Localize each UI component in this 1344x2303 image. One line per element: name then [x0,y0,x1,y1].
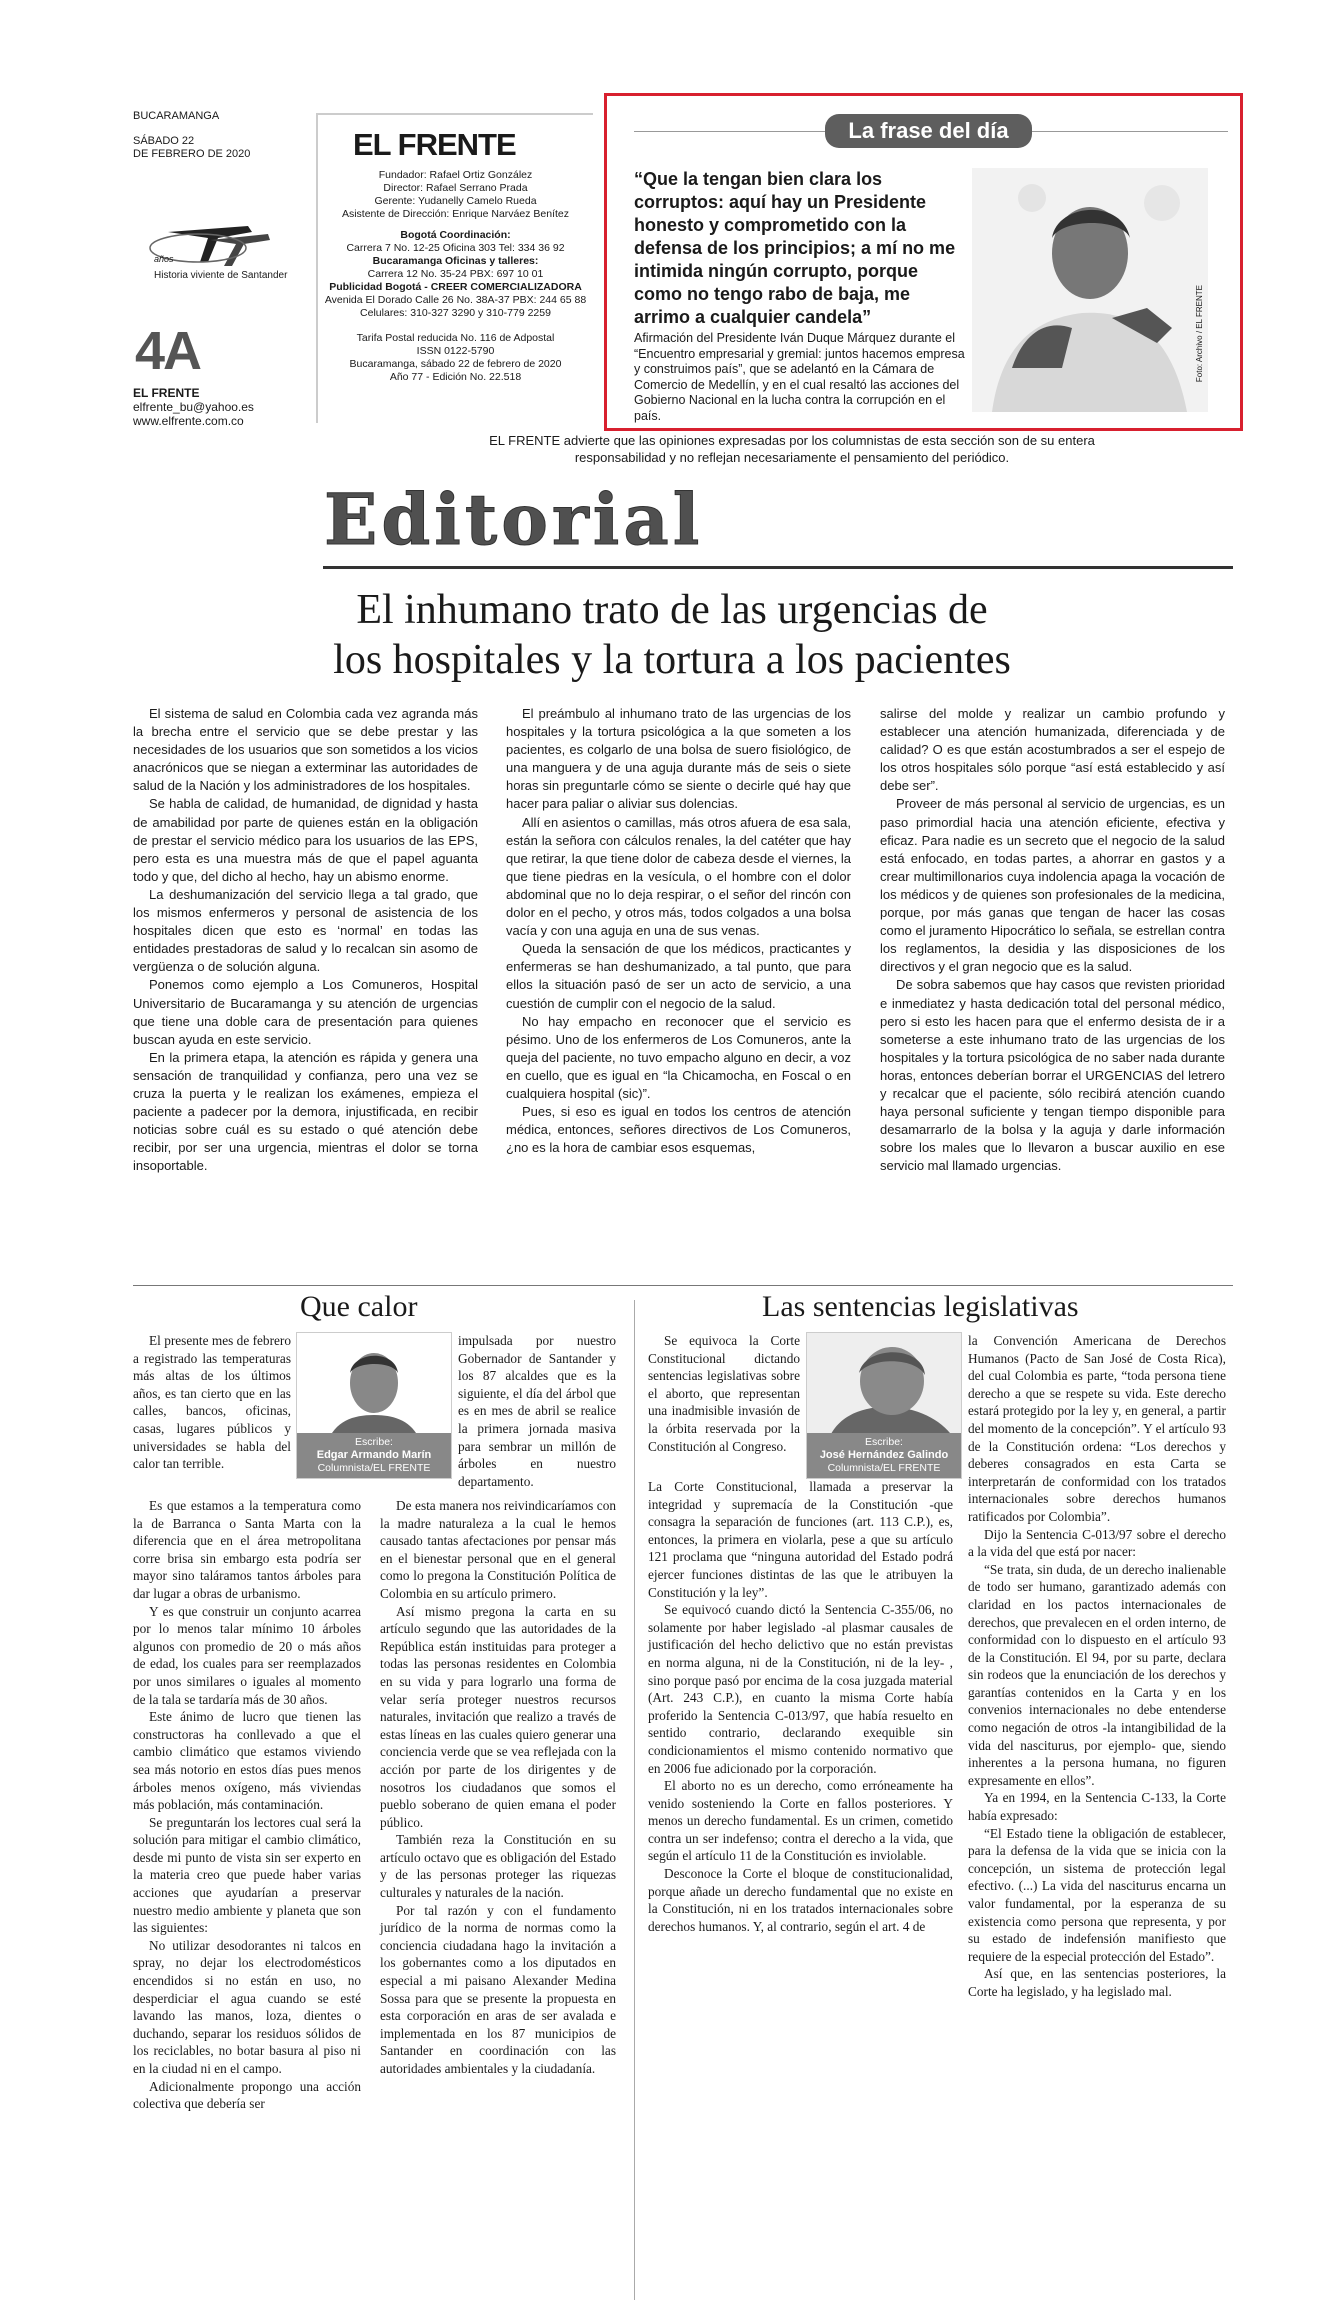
que-calor-top-b [458,1332,616,1490]
frase-caption: Afirmación del Presidente Iván Duque Márquez durante el “Encuentro empresarial y gremial: juntos hacemos empresa y construimos país”, que se adelantó en la Cámara de Comercio de Medellín, y en el cual resaltó las acciones del Gobierno Nacional en la lucha contra la corrupción en el país. [634,331,965,423]
masthead [316,113,593,423]
editorial-headline: El inhumano trato de las urgencias de los hospitales y la tortura a los pacientes [333,587,1011,683]
email[interactable]: elfrente_bu@yahoo.es [133,400,254,414]
paragraph: La Corte Constitucional, llamada a preservar la integridad y supremacía de la Constitución -que consagra la separación de funciones (art. 113 C.P.), es, entonces, la primera en violarla, pese a que su artículo 121 proclama que “ninguna autoridad del Estado podrá ejercer funciones distintas de las que le atribuyen la Constitución y la ley”. [648,1479,953,1600]
credit-line: Gerente: Yudanelly Camelo Rueda [374,195,537,207]
paragraph: El presente mes de febrero a registrado las temperaturas más altas de los últimos años, es tan cierto que en las calles, bancos, oficinas, casas, lugares públicos y universidades se habla del calor tan terrible. [133,1333,291,1472]
avatar [297,1333,451,1443]
paragraph: Por tal razón y con el fundamento jurídico de la norma de normas como la conciencia ciudadana hago la invitación a los gobernantes como a los diputados en especial a mi paisano Alexander Medina Sossa para que se presente la propuesta en esta corporación en aras de ser avalada e implementada en los 87 municipios de Santander en coordinación con las autoridades ambientales y la ciudadanía. [380,1902,616,2076]
date: SÁBADO 22 DE FEBRERO DE 2020 [133,135,251,160]
section-rule [323,566,1233,569]
anniversary-anos: años [154,254,174,264]
paragraph: Y es que construir un conjunto acarrea por lo menos talar mínimo 10 árboles algunos con promedio de 20 o más años de edad, los cuales para ser reemplazados por unos similares o iguales al momento de la tala se tardaría más de 30 años. [133,1603,361,1707]
avatar [807,1333,961,1443]
column-title-sentencias: Las sentencias legislativas [762,1290,1079,1323]
que-calor-column-a [133,1497,361,2113]
quote-of-the-day-box [604,93,1243,431]
writer-name: Edgar Armando Marín [316,1449,432,1461]
paragraph: Ya en 1994, en la Sentencia C-133, la Corte había expresado: [968,1790,1226,1824]
frase-header: La frase del día [825,114,1032,148]
editorial-column-1 [133,705,478,1175]
credit-line: Carrera 7 No. 12-25 Oficina 303 Tel: 334 36 92 [346,242,565,254]
credit-line: Asistente de Dirección: Enrique Narváez Benítez [341,208,570,220]
city: BUCARAMANGA [133,110,220,122]
paragraph: Queda la sensación de que los médicos, practicantes y enfermeras se han deshumanizado, a tal punto, que para ellos la situación pasó de ser un acto de servicio, a una cuestión de cumplir con el negocio de la salud. [506,941,851,1011]
credit-line: Publicidad Bogotá - CREER COMERCIALIZADORA [329,281,582,293]
credit-line: Bogotá Coordinación: [400,229,511,241]
writer-label: Escribe: [355,1436,393,1448]
paragraph: Pues, si eso es igual en todos los centros de atención médica, entonces, señores directivos de Los Comuneros, ¿no es la hora de cambiar esos esquemas, [506,1104,851,1156]
paragraph: Este ánimo de lucro que tienen las constructoras ha conllevado a que el cambio climático que estamos viviendo sea más notorio en estos días pues menos árboles menos oxígeno, más viviendas más población, más contaminación. [133,1709,361,1813]
editorial-column-2 [506,705,851,1157]
masthead-credits [318,169,593,384]
president-photo [972,168,1208,412]
paragraph: Allí en asientos o camillas, más otros afuera de esa sala, están la señora con cálculos renales, la del catéter que hay que retirar, la que tiene dolor de cabeza desde el viernes, la que tiene piedras en la vesícula, o el hombre con el dolor abdominal que no lo deja respirar, o el señor del rincón con dolor en el pecho, y otros más, todos colgados a una bolsa vacía y con una aguja en una de sus venas. [506,814,851,939]
paragraph: “Se trata, sin duda, de un derecho inalienable de todo ser humano, garantizado además con claridad en los pactos internacionales de derechos, que prevalecen en el orden interno, de conformidad con lo dispuesto en el artículo 93 de la Constitución. El 94, por su parte, declara sin rodeos que la enunciación de los derechos y garantías contenidos en la Carta y en los convenios internacionales no debe entenderse como negación de otros -la intangibilidad de la vida del nasciturus, por ejemplo- que, siendo inherentes a la persona humana, no figuren expresamente en ellos”. [968,1561,1226,1788]
paragraph: salirse del molde y realizar un cambio profundo y establecer una atención humanizada, diferenciada y de calidad? O es que están acostumbrados a ser el espejo de los otros hospitales sólo porque “así está establecido y así debe ser”. [880,706,1225,794]
paragraph: De esta manera nos reivindicaríamos con la madre naturaleza a la cual le hemos causado tantas afectaciones por pensar más en el bienestar personal que en el general como lo pregona la Constitución Política de Colombia en su artículo primero. [380,1498,616,1601]
website[interactable]: www.elfrente.com.co [133,414,244,428]
credit-line: Bucaramanga Oficinas y talleres: [372,255,539,267]
paragraph: Así mismo pregona la carta en su artículo segundo que las autoridades de la República están instituidas para proteger a todas las personas residentes en Colombia en su vida y para lograrlo una forma de velar sería proteger nuestros recursos naturales, invitación que realizo a través de estas líneas en las cuales quiero generar una conciencia verde que se vea reflejada con la acción por parte de los dirigentes y de nosotros los ciudadanos que somos el pueblo soberano de quien emana el poder público. [380,1603,616,1830]
paragraph: Se equivoca la Corte Constitucional dictando sentencias legislativas sobre el aborto, que representan una inadmisible invasión de la órbita reservada por la Constitución al Congreso. [648,1333,800,1454]
writer-role: Columnista/EL FRENTE [827,1462,941,1474]
paragraph: Se preguntarán los lectores cual será la solución para mitigar el cambio climático, desde mi punto de vista sin ser experto en la materia creo que puede haber varias acciones que ayudarían a preservar nuestro medio ambiente y planeta que son las siguientes: [133,1814,361,1936]
column-divider [634,1300,635,2300]
writer-label: Escribe: [865,1436,903,1448]
paragraph: Es que estamos a la temperatura como la de Barranca o Santa Marta con la diferencia que en el área metropolitana corre brisa sin embargo esta podría ser mayor sino taláramos tantos árboles para dar lugar a obras de urbanismo. [133,1498,361,1601]
anniversary-tagline: Historia viviente de Santander [154,270,288,281]
frase-quote: “Que la tengan bien clara los corruptos: aquí hay un Presidente honesto y comprometido con la defensa de los principios; a mí no me intimida ningún corrupto, porque como no tengo rabo de baja, me arrimo a cualquier candela” [634,169,956,327]
paragraph: Así que, en las sentencias posteriores, la Corte ha legislado, y ha legislado mal. [968,1966,1226,1999]
section-divider [133,1285,1233,1286]
paragraph: Se equivocó cuando dictó la Sentencia C-355/06, no solamente por haber legislado -al plasmar causales de justificación del hecho delictivo que no están previstas en norma alguna, ni de la Constitución, ni de la ley- , sino porque pasó por encima de la cosa juzgada material (Art. 243 C.P.), en cuanto la misma Corte había proferido la Sentencia C-013/97, que había resuelto en sentido contrario, declarando exequible sin condicionamientos el mismo contenido normativo que en 2006 fue adicionado por la corporación. [648,1602,953,1776]
dateline [133,110,313,161]
masthead-title: EL FRENTE [353,127,516,162]
disclaimer: EL FRENTE advierte que las opiniones expresadas por los columnistas de esta sección son de su entera responsabilidad y no reflejan necesariamente el pensamiento del periódico. [489,433,1095,465]
credit-line: ISSN 0122-5790 [416,345,495,357]
paragraph: impulsada por nuestro Gobernador de Santander y los 87 alcaldes que es la siguiente, el día del árbol que es en mes de abril se realice la primera jornada masiva para sembrar un millón de árboles en nuestro departamento. [458,1333,616,1489]
credit-line: Tarifa Postal reducida No. 116 de Adpostal [356,332,555,344]
paragraph: Proveer de más personal al servicio de urgencias, es un paso primordial hacia una atención eficiente, efectiva y eficaz. Para nadie es un secreto que el negocio de la salud está enfocado, en todas partes, a ahorrar en gastos y a crear multimillonarios cuya indolencia apaga la vocación de los médicos y de quienes son profesionales de la medicina, porque, por más ganas que tengan de hacer las cosas como el juramento Hipocrático lo señala, se estrellan contra los reglamentos, la desidia y las disposiciones de los directivos y el gran negocio que es la salud. [880,796,1225,975]
sentencias-column-a [648,1478,953,1935]
columnist-caption [807,1433,961,1478]
paragraph: El sistema de salud en Colombia cada vez agranda más la brecha entre el servicio que se debe prestar y las necesidades de los usuarios que son sometidos a los vicios anacrónicos que se niegan a exterminar las autoridades de salud de la Nación y los administradores de los hospitales. [133,706,478,794]
paragraph: En la primera etapa, la atención es rápida y genera una sensación de tranquilidad y confianza, pero una vez se cruza la puerta y le realizan los exámenes, empieza el paciente a padecer por la demora, injustificada, en recibir noticias sobre cuál es su estado o qué atención debe recibir, por ser una urgencia, mientras el dolor se torna insoportable. [133,1049,478,1174]
anniversary-logo [148,218,288,288]
paragraph: De sobra sabemos que hay casos que revisten prioridad e inmediatez y hasta dedicación total del personal médico, pero si esto les hacen para que el enfermo desista de ir a someterse a este inhumano trato de las urgencias de los hospitales y la tortura psicológica de no saber nada durante horas, entonces deberían borrar el URGENCIAS del letrero y recalcar que el paciente, sólo recibirá atención cuando haya personal suficiente y tengan tiempo disponible para desamarrarlo de la bolsa y la aguja y darle información sobre los males que lo llevaron a buscar auxilio en ese servicio mal llamado urgencias. [880,977,1225,1174]
credit-line: Fundador: Rafael Ortiz González [378,169,533,181]
credit-line: Avenida El Dorado Calle 26 No. 38A-37 PBX: 244 65 88 [324,294,587,306]
paragraph: El aborto no es un derecho, como erróneamente ha venido sosteniendo la Corte en fallos posteriores. Y menos un derecho fundamental. Es un crimen, cometido contra un ser indefenso; contra el derecho a la vida, que según el artículo 11 de la Constitución es inviolable. [648,1778,953,1864]
sentencias-intro [648,1332,800,1455]
section-title: Editorial [324,478,704,561]
writer-role: Columnista/EL FRENTE [317,1462,431,1474]
editorial-column-3 [880,705,1225,1175]
paragraph: La deshumanización del servicio llega a tal grado, que los mismos enfermeros y personal de asistencia de los hospitales dicen que esto es ‘normal’ en todas las entidades prestadoras de salud y lo recalcan sin asomo de vergüenza o de solución alguna. [133,886,478,975]
que-calor-column-b [380,1497,616,2078]
paragraph: Adicionalmente propongo una acción colectiva que debería ser [133,2078,361,2112]
paragraph: Desconoce la Corte el bloque de constitucionalidad, porque añade un derecho fundamental que no existe en la Constitución, ni en los tratados internacionales sobre derechos humanos. Y, al contrario, según el art. 4 de [648,1866,953,1934]
credit-line: Celulares: 310-327 3290 y 310-779 2259 [360,307,551,319]
paragraph: Se habla de calidad, de humanidad, de dignidad y hasta de amabilidad por parte de quienes están en la obligación de prestar el servicio médico para los usuarios de las EPS, pero esta es una muestra más de que el papel aguanta todo y que, del dicho al hecho, hay un abismo enorme. [133,796,478,884]
paragraph: No utilizar desodorantes ni talcos en spray, no dejar los electrodomésticos encendidos si no están en uso, no desperdiciar el agua cuando se esté lavando las manos, loza, dientes o duchando, separar los residuos sólidos de los reciclables, no botar basura al piso ni en la ciudad ni en el campo. [133,1937,361,2076]
columnist-portrait [806,1332,962,1479]
writer-name: José Hernández Galindo [819,1449,949,1461]
paragraph: No hay empacho en reconocer que el servicio es pésimo. Uno de los enfermeros de Los Comuneros, ante la queja del paciente, no tuvo empacho alguno en decir, a voz en cuello, que es igual en “la Chicamocha, en Foscal o en cualquiera hospital (sic)”. [506,1013,851,1101]
sentencias-column-b [968,1332,1226,2001]
columnist-portrait [296,1332,452,1479]
page-number: 4A [135,321,201,381]
paper-name: EL FRENTE [133,386,200,400]
paragraph: El preámbulo al inhumano trato de las urgencias de los hospitales y la tortura psicológica a la que someten a los pacientes, es colgarlo de una bolsa de suero fisiológico, de una manguera y de una aguja durante más de seis o siete horas sin preguntarle cómo se siente o decirle qué hay que hacer para paliar o aliviar sus dolencias. [506,706,851,812]
paragraph: También reza la Constitución en su artículo octavo que es obligación del Estado y de las personas proteger las riquezas culturales y naturales de la nación. [380,1832,616,1901]
photo-credit: Foto: Archivo / EL FRENTE [1195,284,1204,382]
paragraph: la Convención Americana de Derechos Humanos (Pacto de San José de Costa Rica), del cual Colombia es parte, “toda persona tiene derecho a que se respete su vida. Este derecho estará protegido por la ley y, en general, a partir del momento de la concepción”. Y el artículo 93 de la Constitución ordena: “Los derechos y deberes consagrados en esta Carta se interpretarán de conformidad con los tratados internacionales sobre derechos humanos ratificados por Colombia”. [968,1333,1226,1524]
contact-block [133,386,254,428]
column-title-que-calor: Que calor [300,1290,418,1323]
paragraph: Ponemos como ejemplo a Los Comuneros, Hospital Universitario de Bucaramanga y su atención de urgencias que tiene una doble cara de presentación para quienes buscan ayuda en este servicio. [133,977,478,1047]
que-calor-intro [133,1332,291,1473]
credit-line: Carrera 12 No. 35-24 PBX: 697 10 01 [367,268,544,280]
columnist-caption [297,1433,451,1478]
credit-line: Bucaramanga, sábado 22 de febrero de 2020 [349,358,562,370]
paragraph: “El Estado tiene la obligación de establecer, para la defensa de la vida que se inicia con la concepción, un sistema de protección legal efectivo. (...) La vida del nasciturus encarna un valor fundamental, por la esperanza de su existencia como persona que representa, y por su estado de indefensión manifiesto que requiere de la especial protección del Estado”. [968,1825,1226,1964]
credit-line: Año 77 - Edición No. 22.518 [389,371,522,383]
paragraph: Dijo la Sentencia C-013/97 sobre el derecho a la vida del que está por nacer: [968,1526,1226,1560]
credit-line: Director: Rafael Serrano Prada [383,182,528,194]
